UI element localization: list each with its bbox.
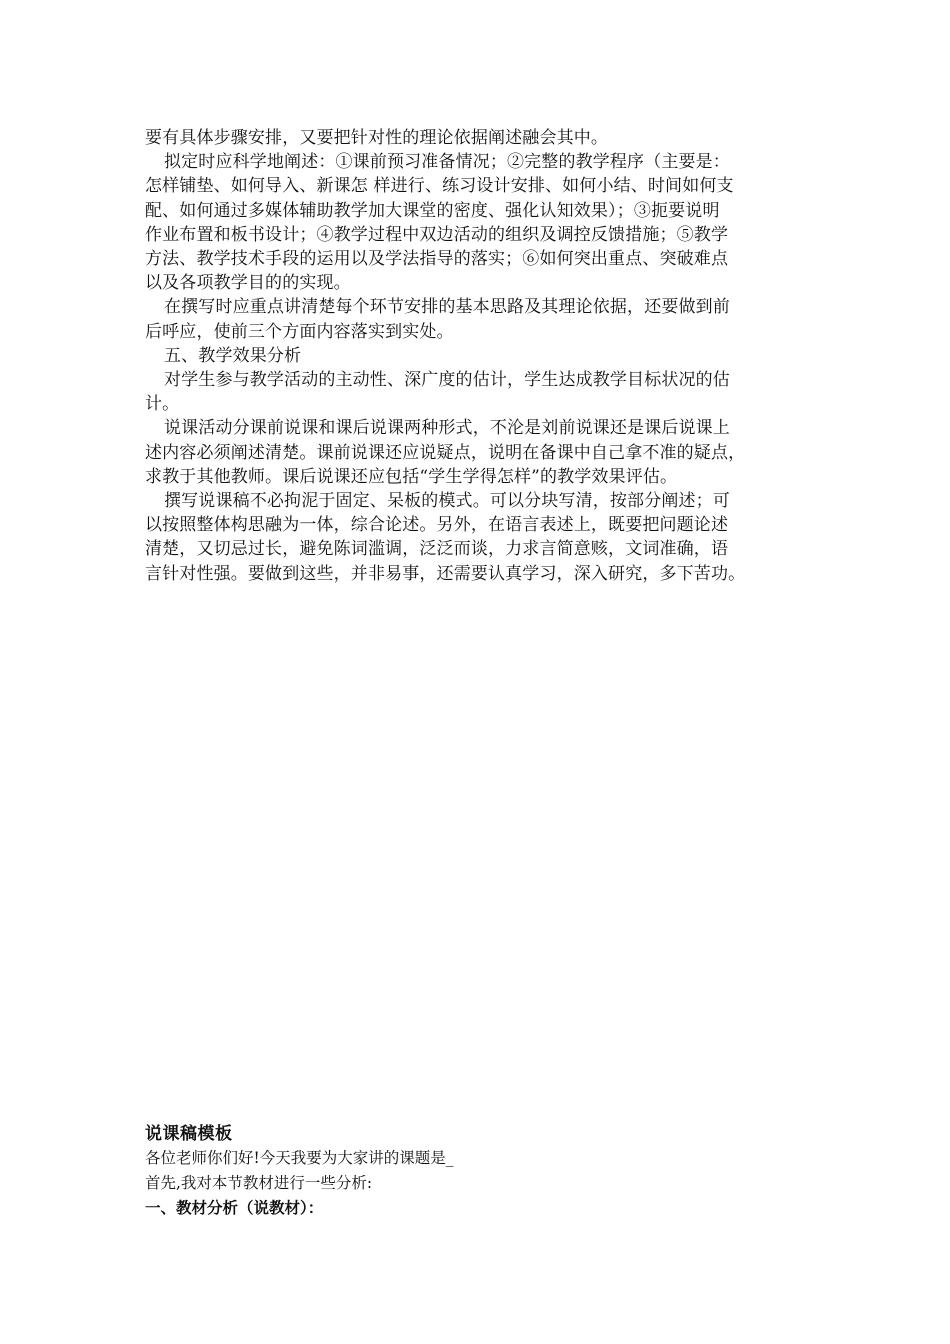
paragraph-line: 在撰写时应重点讲清楚每个环节安排的基本思路及其理论依据，还要做到前 <box>164 297 730 318</box>
paragraph-line: 怎样铺垫、如何导入、新课怎 样进行、练习设计安排、如何小结、时间如何支 <box>145 176 734 197</box>
paragraph-line: 以按照整体构思融为一体，综合论述。另外，在语言表述上，既要把问题论述 <box>145 515 729 536</box>
paragraph-line: 要有具体步骤安排，又要把针对性的理论依据阐述融会其中。 <box>145 128 609 148</box>
paragraph-line: 以及各项教学目的的实现。 <box>145 273 351 294</box>
paragraph-line: 计。 <box>145 394 180 415</box>
paragraph-line: 言针对性强。要做到这些，并非易事，还需要认真学习，深入研究，多下苦功。 <box>145 563 746 584</box>
paragraph-line: 对学生参与教学活动的主动性、深广度的估计，学生达成教学目标状况的估 <box>164 370 730 391</box>
paragraph-line: 撰写说课稿不必拘泥于固定、呆板的模式。可以分块写清，按部分阐述；可 <box>164 491 730 512</box>
template-intro: 首先,我对本节教材进行一些分析: <box>145 1174 373 1192</box>
paragraph-line: 清楚，又切忌过长，避免陈词滥调，泛泛而谈，力求言简意赅，文词准确，语 <box>145 539 729 560</box>
body-text-section <box>145 126 810 586</box>
paragraph-line: 作业布置和板书设计；④教学过程中双边活动的组织及调控反馈措施；⑤教学 <box>145 224 729 245</box>
template-section <box>145 1122 810 1221</box>
template-heading: 一、教材分析（说教材）： <box>145 1199 324 1217</box>
template-title: 说课稿模板 <box>145 1124 233 1144</box>
paragraph-line: 拟定时应科学地阐述：①课前预习准备情况；②完整的教学程序（主要是： <box>164 152 730 173</box>
paragraph-line: 说课活动分课前说课和课后说课两种形式，不沦是刘前说课还是课后说课上 <box>164 418 730 439</box>
template-greeting: 各位老师你们好!今天我要为大家讲的课题是_ <box>145 1149 454 1167</box>
paragraph-line: 方法、教学技术手段的运用以及学法指导的落实；⑥如何突出重点、突破难点 <box>145 249 729 270</box>
paragraph-line: 求教于其他教师。课后说课还应包括“学生学得怎样”的教学效果评估。 <box>145 466 678 487</box>
paragraph-line: 述内容必须阐述清楚。课前说课还应说疑点，说明在备课中自己拿不准的疑点， <box>145 442 746 463</box>
paragraph-line: 后呼应，使前三个方面内容落实到实处。 <box>145 321 454 342</box>
paragraph-line: 配、如何通过多媒体辅助教学加大课堂的密度、强化认知效果）；③扼要说明 <box>145 200 720 221</box>
section-heading: 五、教学效果分析 <box>164 345 302 366</box>
